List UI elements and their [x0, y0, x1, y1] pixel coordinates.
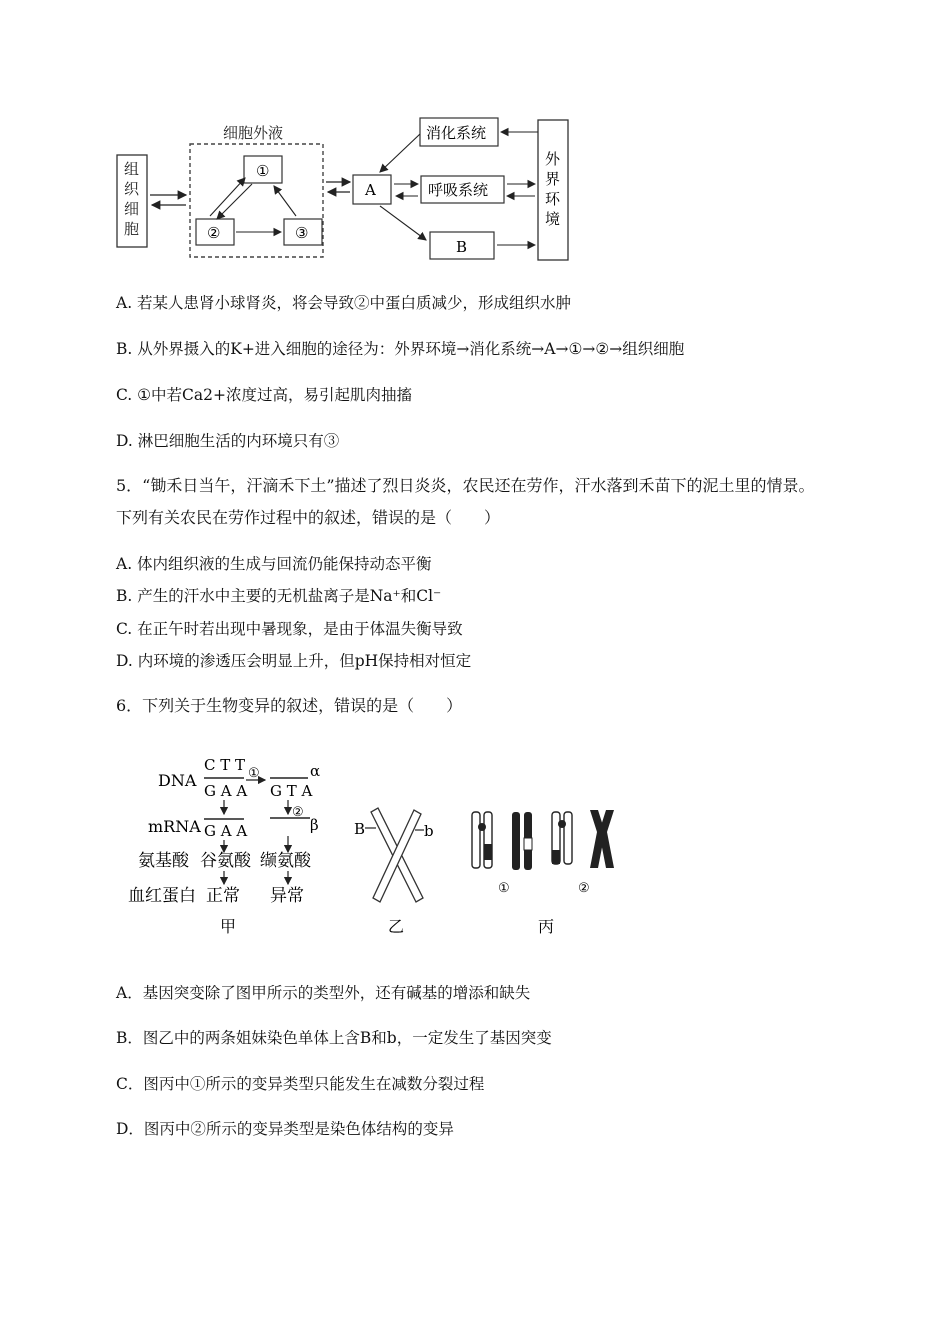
- figure-bing: [472, 810, 614, 936]
- hemoglobin-label: 血红蛋白: [128, 886, 196, 906]
- respiratory-system-label: 呼吸系统: [428, 181, 489, 199]
- codon-ctt: C T T: [204, 756, 246, 774]
- q6-option-d: D．图丙中②所示的变异类型是染色体结构的变异: [116, 1120, 454, 1138]
- val-label: 缬氨酸: [260, 851, 311, 871]
- mutation-step-2: ②: [292, 805, 304, 820]
- node-2: ②: [207, 224, 221, 242]
- digestive-system-label: 消化系统: [426, 124, 487, 142]
- mrna-label: mRNA: [148, 817, 201, 836]
- q5-option-a: A. 体内组织液的生成与回流仍能保持动态平衡: [116, 555, 432, 573]
- node-b: B: [456, 238, 468, 256]
- allele-B-label: B: [354, 820, 366, 838]
- abnormal-label: 异常: [270, 886, 304, 906]
- normal-label: 正常: [206, 886, 240, 906]
- external-environment-label: 外 界 环 境: [545, 150, 561, 228]
- q6-option-a: A．基因突变除了图甲所示的类型外，还有碱基的增添和缺失: [116, 984, 531, 1002]
- node-a: A: [365, 181, 376, 199]
- mutation-diagram: [120, 752, 620, 947]
- beta-label: β: [310, 816, 319, 834]
- figure-jia: [128, 756, 320, 936]
- q5-option-d: D. 内环境的渗透压会明显上升，但pH保持相对恒定: [116, 652, 472, 670]
- mutation-step-1: ①: [248, 766, 260, 781]
- q6-stem: 6．下列关于生物变异的叙述，错误的是（ ）: [116, 696, 463, 715]
- extracellular-fluid-label: 细胞外液: [223, 124, 284, 142]
- bing-2-label: ②: [578, 881, 590, 896]
- q4-option-c: C. ①中若Ca2+浓度过高，易引起肌肉抽搐: [116, 386, 413, 404]
- figure-yi: [354, 808, 434, 936]
- dna-label: DNA: [158, 771, 197, 790]
- codon-gaa-dna: G A A: [204, 782, 248, 800]
- q5-option-b: B. 产生的汗水中主要的无机盐离子是Na⁺和Cl⁻: [116, 587, 442, 605]
- node-1: ①: [256, 162, 270, 180]
- q5-option-c: C. 在正午时若出现中暑现象，是由于体温失衡导致: [116, 620, 463, 638]
- glu-label: 谷氨酸: [200, 851, 251, 871]
- alpha-label: α: [310, 762, 321, 780]
- amino-acid-label: 氨基酸: [138, 851, 189, 871]
- bing-1-label: ①: [498, 881, 510, 896]
- codon-gaa-mrna: G A A: [204, 822, 248, 840]
- caption-bing: 丙: [538, 917, 555, 936]
- q5-stem-line2: 下列有关农民在劳作过程中的叙述，错误的是（ ）: [116, 508, 501, 527]
- q4-option-a: A. 若某人患肾小球肾炎，将会导致②中蛋白质减少，形成组织水肿: [116, 294, 572, 312]
- codon-gta: G T A: [270, 782, 313, 800]
- q6-option-b: B．图乙中的两条姐妹染色单体上含B和b，一定发生了基因突变: [116, 1029, 552, 1047]
- caption-jia: 甲: [220, 917, 237, 936]
- internal-environment-diagram: [110, 112, 580, 272]
- q6-option-c: C．图丙中①所示的变异类型只能发生在减数分裂过程: [116, 1075, 485, 1093]
- q4-option-d: D. 淋巴细胞生活的内环境只有③: [116, 432, 340, 450]
- allele-b-label: b: [424, 822, 434, 840]
- node-3: ③: [295, 224, 309, 242]
- q4-option-b: B. 从外界摄入的K+进入细胞的途径为：外界环境→消化系统→A→①→②→组织细胞: [116, 340, 685, 358]
- q5-stem-line1: 5．“锄禾日当午，汗滴禾下土”描述了烈日炎炎，农民还在劳作，汗水落到禾苗下的泥土里的情景。: [116, 476, 815, 495]
- tissue-cells-label: 组 织 细 胞: [124, 160, 140, 238]
- caption-yi: 乙: [388, 917, 405, 936]
